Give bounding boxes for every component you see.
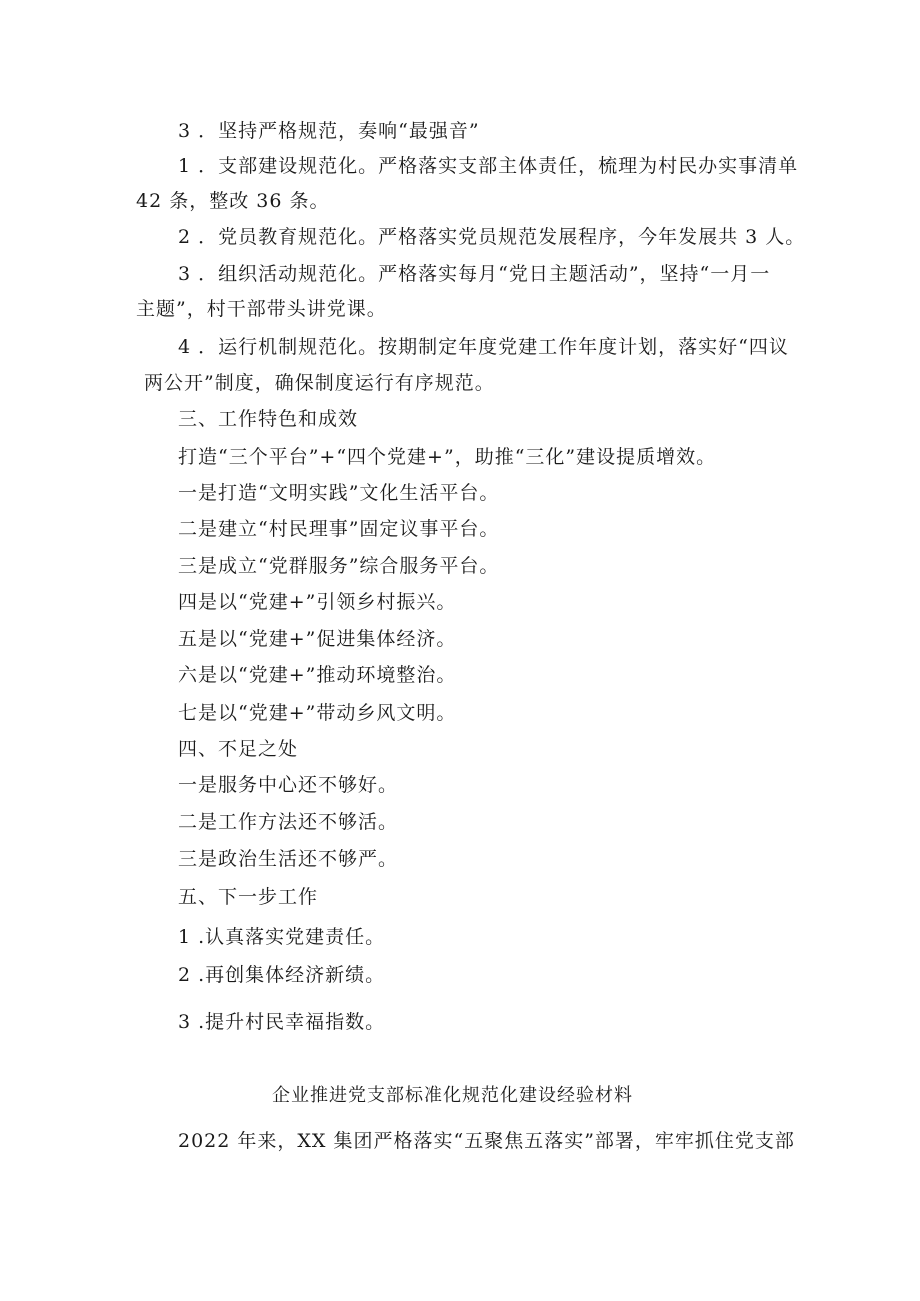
- list-item: 一是打造“文明实践”文化生活平台。: [178, 482, 500, 504]
- paragraph-line: 2022 年来，XX 集团严格落实“五聚焦五落实”部署，牢牢抓住党支部: [178, 1130, 795, 1152]
- list-item: 一是服务中心还不够好。: [178, 774, 399, 796]
- list-item: 2 .再创集体经济新绩。: [178, 964, 386, 986]
- paragraph-line: 2 ．党员教育规范化。严格落实党员规范发展程序，今年发展共 3 人。: [178, 226, 806, 248]
- section-heading: 五、下一步工作: [178, 886, 319, 908]
- paragraph-line: 1 ．支部建设规范化。严格落实支部主体责任，梳理为村民办实事清单: [178, 155, 799, 177]
- list-item: 二是工作方法还不够活。: [178, 811, 399, 833]
- list-item: 二是建立“村民理事”固定议事平台。: [178, 518, 500, 540]
- list-item: 五是以“党建+”促进集体经济。: [178, 628, 457, 650]
- list-item: 四是以“党建+”引领乡村振兴。: [178, 591, 457, 613]
- list-item: 3 .提升村民幸福指数。: [178, 1011, 386, 1033]
- list-item: 七是以“党建+”带动乡风文明。: [178, 702, 457, 724]
- list-item: 六是以“党建+”推动环境整治。: [178, 664, 457, 686]
- paragraph-line: 3 ．组织活动规范化。严格落实每月“党日主题活动”，坚持“一月一: [178, 263, 771, 285]
- article-title: 企业推进党支部标准化规范化建设经验材料: [272, 1085, 633, 1106]
- section-heading: 三、工作特色和成效: [178, 408, 359, 430]
- paragraph-line: 42 条，整改 36 条。: [136, 190, 330, 212]
- paragraph-line: 打造“三个平台”+“四个党建+”，助推“三化”建设提质增效。: [178, 446, 717, 468]
- list-item: 三是成立“党群服务”综合服务平台。: [178, 555, 500, 577]
- paragraph-line: 两公开”制度，确保制度运行有序规范。: [144, 372, 495, 394]
- paragraph-line: 4 ．运行机制规范化。按期制定年度党建工作年度计划，落实好“四议: [178, 336, 789, 358]
- section-heading-3: 3 ．坚持严格规范，奏响“最强音”: [178, 120, 480, 142]
- section-heading: 四、不足之处: [178, 738, 299, 760]
- list-item: 三是政治生活还不够严。: [178, 848, 399, 870]
- paragraph-line: 主题”，村干部带头讲党课。: [136, 298, 387, 320]
- list-item: 1 .认真落实党建责任。: [178, 926, 386, 948]
